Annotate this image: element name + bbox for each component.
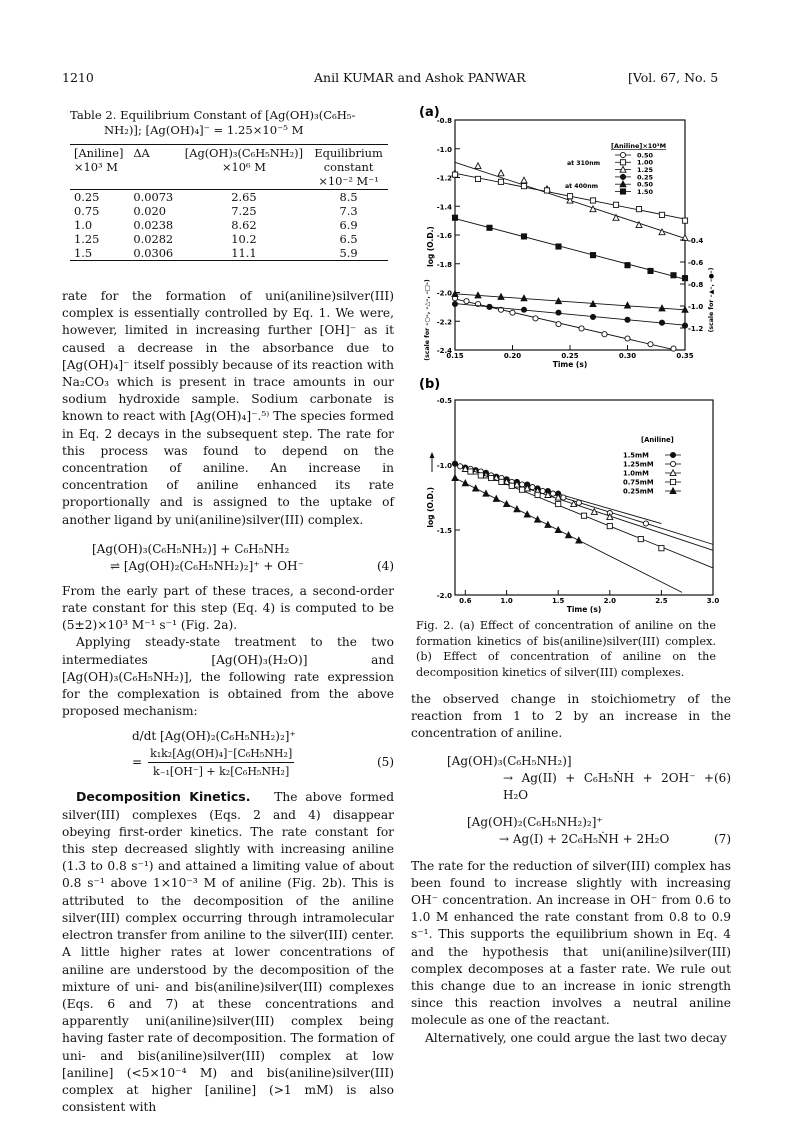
- data-point: [602, 332, 607, 337]
- figure-2: [415, 100, 735, 620]
- legend-entry: 1.25: [637, 166, 654, 174]
- table2-header-complex: [Ag(OH)₃(C₆H₅NH₂)] ×10⁶ M: [184, 146, 304, 174]
- data-point: [625, 336, 630, 341]
- y-tick-label: -2.0: [436, 592, 452, 600]
- section-title: Decomposition Kinetics.: [76, 789, 251, 805]
- data-point: [535, 492, 540, 497]
- data-point: [561, 495, 566, 500]
- y-right-tick-label: -1.0: [688, 303, 704, 311]
- data-point: [579, 326, 584, 331]
- x-axis-label: Time (s): [566, 605, 602, 614]
- data-point: [590, 198, 595, 203]
- x-tick-label: 3.0: [706, 597, 720, 605]
- data-point: [473, 485, 479, 491]
- data-point: [504, 501, 510, 507]
- legend-entry: 0.50: [637, 151, 654, 160]
- data-point: [498, 179, 503, 184]
- panel-b-label: (b): [419, 377, 441, 392]
- data-point: [682, 218, 687, 223]
- table-row: 1.0 0.0238 8.62 6.9: [74, 218, 358, 232]
- y-right-tick-label: -0.4: [688, 237, 704, 245]
- equation-number: (4): [377, 558, 394, 573]
- data-point: [581, 513, 586, 518]
- paragraph: the observed change in stoichiometry of the reaction from 1 to 2 by an increase in the concentration of aniline.: [411, 692, 731, 741]
- data-point: [638, 537, 643, 542]
- data-point: [556, 322, 561, 327]
- y-tick-label: -1.0: [436, 145, 452, 154]
- chart-panel-a: [424, 117, 715, 369]
- x-tick-label: 0.30: [618, 352, 637, 360]
- data-point: [452, 172, 457, 177]
- legend-entry: 1.50: [637, 187, 654, 196]
- data-point: [487, 225, 492, 230]
- table2-header-delta-a: ΔA: [133, 146, 150, 160]
- data-point: [530, 485, 535, 490]
- data-point: [659, 320, 664, 325]
- equation-number: (5): [377, 755, 394, 770]
- legend-title: [Aniline]×10³M: [611, 142, 667, 150]
- running-volume: [Vol. 67, No. 5: [628, 70, 719, 85]
- legend-entry: 0.25: [637, 173, 654, 182]
- data-point: [545, 522, 551, 528]
- legend-entry: 0.75mM: [623, 478, 654, 487]
- y-left-secondary-label: (scale for –○–, –△–, –□–): [424, 279, 431, 361]
- paragraph: Applying steady-state treatment to the two intermediates [Ag(OH)₃(H₂O)] and [Ag(OH)₃(C₆H₅NH₂)], the following rate expression for the complexation is obtained from the above proposed mechanism:: [62, 635, 394, 719]
- data-point: [509, 483, 514, 488]
- data-point: [556, 244, 561, 249]
- eq5-numerator: k₁k₂[Ag(OH)₄]⁻[C₆H₅NH₂]: [148, 745, 294, 763]
- data-point: [533, 316, 538, 321]
- data-point: [475, 176, 480, 181]
- equation-number: (6): [714, 770, 731, 785]
- table2: [70, 144, 388, 261]
- data-point: [607, 524, 612, 529]
- data-point: [544, 188, 549, 193]
- table2-header-aniline: [Aniline] ×10³ M: [74, 146, 124, 174]
- legend-title: [Aniline]: [641, 436, 674, 444]
- data-point: [519, 487, 524, 492]
- data-point: [462, 480, 468, 486]
- table2-caption: [70, 108, 390, 138]
- data-point: [613, 202, 618, 207]
- data-point: [671, 273, 676, 278]
- data-point: [452, 215, 457, 220]
- equation-5: d/dt [Ag(OH)₂(C₆H₅NH₂)₂]⁺ = $\frac{\text{k₁k₂[Ag(OH)₄]⁻[C₆H₅NH₂]}}{\text{k₋₁[OH⁻] + k₂[C₆H₅NH₂]}}$ (5): [132, 729, 394, 779]
- x-tick-label: 0.35: [676, 352, 694, 360]
- data-point: [535, 516, 541, 522]
- series-line: [470, 470, 713, 568]
- data-point: [550, 491, 555, 496]
- running-authors: Anil KUMAR and Ashok PANWAR: [314, 70, 526, 85]
- x-tick-label: 2.5: [655, 597, 668, 605]
- data-point: [576, 500, 581, 505]
- table2-caption-line1: Table 2. Equilibrium Constant of [Ag(OH)₃(C₆H₅-: [70, 108, 356, 122]
- y-right-tick-label: -1.2: [688, 325, 704, 333]
- data-point: [576, 537, 582, 543]
- data-point: [514, 506, 520, 512]
- legend-marker: [670, 452, 675, 457]
- paragraph: The rate for the reduction of silver(III) complex has been found to increase slightly with increasing OH⁻ concentration. An increase in OH⁻ from 0.6 to 1.0 M enhanced the rate constant from 0.8 to 0.9 s⁻¹. This supports the equilibrium shown in Eq. 4 and the hypothesis that uni(aniline)silver(III) complex decomposes at a faster rate. We rule out this change due to an increase in ionic strength since this reaction involves a neutral aniline molecule as one of the reactant.: [411, 858, 731, 1028]
- data-point: [590, 314, 595, 319]
- data-point: [468, 469, 473, 474]
- data-point: [648, 342, 653, 347]
- left-column: [62, 288, 394, 1116]
- legend-marker: [670, 461, 675, 466]
- data-point: [521, 307, 526, 312]
- legend-marker: [620, 152, 625, 157]
- data-point: [555, 527, 561, 533]
- x-tick-label: 2.0: [603, 597, 617, 605]
- series-line: [460, 465, 713, 544]
- data-point: [521, 177, 527, 183]
- legend-marker: [620, 189, 625, 194]
- data-point: [556, 501, 561, 506]
- x-axis-label: Time (s): [552, 360, 588, 369]
- data-point: [499, 479, 504, 484]
- legend-entry: 0.25mM: [623, 487, 654, 496]
- data-point: [590, 253, 595, 258]
- y-tick-label: -2.2: [436, 318, 452, 327]
- y-tick-label: -1.8: [436, 260, 452, 269]
- paragraph: rate for the formation of uni(aniline)silver(III) complex is essentially controlled by Eq. 1. We were, however, limited in increasing further [OH]⁻ as it caused a decrease in the absorbance due to [Ag(OH)₄]⁻ itself possibly because of its reaction with Na₂CO₃ which is present in trace amounts in our sodium hydroxide sample. Sodium carbonate is known to react with [Ag(OH)₄]⁻.⁵⁾ The species formed in Eq. 2 decays in the subsequent step. The rate for this process was found to depend on the concentration of aniline. An increase in concentration of aniline enhanced its rate proportionally and is assigned to the uptake of another ligand by uni(aniline)silver(III) complex.: [62, 289, 394, 527]
- axis-arrowhead: [430, 452, 435, 458]
- data-point: [636, 207, 641, 212]
- data-point: [452, 301, 457, 306]
- data-point: [659, 546, 664, 551]
- table2-caption-line2: NH₂)]; [Ag(OH)₄]⁻ = 1.25×10⁻⁵ M: [104, 123, 304, 137]
- data-point: [521, 184, 526, 189]
- data-point: [510, 310, 515, 315]
- data-point: [556, 310, 561, 315]
- data-point: [521, 234, 526, 239]
- data-point: [671, 346, 676, 351]
- data-point: [659, 212, 664, 217]
- y-tick-label: -2.0: [436, 289, 452, 298]
- y-tick-label: -0.5: [436, 397, 452, 405]
- data-point: [524, 511, 530, 517]
- data-point: [489, 475, 494, 480]
- equation-number: (7): [714, 831, 731, 846]
- legend-entry: 1.5mM: [623, 451, 649, 460]
- paragraph: Alternatively, one could argue the last two decay: [425, 1030, 727, 1045]
- data-point: [566, 532, 572, 538]
- y-right-tick-label: -0.6: [688, 259, 704, 267]
- data-point: [498, 170, 504, 176]
- y-tick-label: -1.5: [436, 527, 452, 535]
- data-point: [483, 490, 489, 496]
- x-tick-label: 0.15: [446, 352, 464, 360]
- equation-4: [Ag(OH)₃(C₆H₅NH₂)] + C₆H₅NH₂ ⇌ [Ag(OH)₂(C₆H₅NH₂)₂]⁺ + OH⁻ (4): [92, 541, 394, 573]
- right-column: [411, 691, 731, 1047]
- y-right-tick-label: -0.8: [688, 281, 704, 289]
- panel-a-label: (a): [419, 105, 440, 120]
- table-row: 1.25 0.0282 10.2 6.5: [74, 232, 358, 246]
- data-point: [648, 268, 653, 273]
- table-row: 0.25 0.0073 2.65 8.5: [74, 190, 358, 204]
- page-number: 1210: [62, 70, 94, 85]
- data-point: [487, 304, 492, 309]
- legend-marker: [620, 174, 625, 179]
- data-point: [521, 295, 527, 301]
- x-tick-label: 0.20: [503, 352, 522, 360]
- data-point: [567, 194, 572, 199]
- equation-6: [Ag(OH)₃(C₆H₅NH₂)] → Ag(II) + C₆H₅ṄH + 2OH⁻ + H₂O (6): [447, 753, 731, 802]
- y-axis-label: log (O.D.): [426, 226, 435, 267]
- x-tick-label: 1.0: [500, 597, 513, 605]
- data-point: [493, 496, 499, 502]
- data-point: [478, 473, 483, 478]
- legend-entry: 1.0mM: [623, 469, 649, 478]
- legend-entry: 1.25mM: [623, 460, 654, 469]
- table-row: 1.5 0.0306 11.1 5.9: [70, 246, 388, 261]
- figure-caption: Fig. 2. (a) Effect of concentration of aniline on the formation kinetics of bis(aniline)silver(III) complex. (b) Effect of concentration of aniline on the decomposition kinetics of silver(III) complexes.: [416, 619, 716, 679]
- data-point: [643, 521, 648, 526]
- y-tick-label: -0.8: [436, 117, 452, 125]
- data-point: [452, 475, 458, 481]
- table-row: 0.75 0.020 7.25 7.3: [74, 204, 358, 218]
- data-point: [682, 323, 687, 328]
- legend-marker: [670, 479, 675, 484]
- legend-marker: [620, 160, 625, 165]
- y-right-axis-label: (scale for –▲–, –●–): [708, 267, 715, 333]
- eq5-denominator: k₋₁[OH⁻] + k₂[C₆H₅NH₂]: [153, 765, 290, 779]
- legend-group-310: at 310nm: [567, 160, 601, 167]
- y-tick-label: -1.2: [436, 174, 452, 183]
- y-tick-label: -1.6: [436, 232, 452, 240]
- data-point: [625, 263, 630, 268]
- table2-header-equilibrium: Equilibrium constant ×10⁻² M⁻¹: [314, 146, 383, 188]
- data-point: [475, 163, 481, 169]
- data-point: [682, 276, 687, 281]
- data-point: [458, 464, 463, 469]
- legend-entry: 0.50: [637, 180, 654, 189]
- x-tick-label: 0.6: [459, 597, 472, 605]
- paragraph: From the early part of these traces, a second-order rate constant for this step (Eq. 4) is computed to be (5±2)×10³ M⁻¹ s⁻¹ (Fig. 2a).: [62, 583, 394, 633]
- data-point: [625, 317, 630, 322]
- data-point: [613, 215, 619, 221]
- data-point: [625, 302, 631, 308]
- y-tick-label: -1.4: [436, 203, 452, 212]
- legend-group-400: at 400nm: [565, 183, 599, 190]
- x-tick-label: 1.5: [551, 597, 565, 605]
- x-tick-label: 0.25: [561, 352, 579, 360]
- chart-panel-b: [426, 397, 719, 614]
- data-point: [464, 299, 469, 304]
- y-tick-label: -2.4: [436, 347, 452, 355]
- data-point: [452, 461, 457, 466]
- y-axis-label: log (O.D.): [426, 486, 435, 528]
- legend-entry: 1.00: [637, 158, 654, 167]
- equation-7: [Ag(OH)₂(C₆H₅NH₂)₂]⁺ → Ag(I) + 2C₆H₅ṄH + 2H₂O (7): [467, 814, 731, 846]
- paragraph: Decomposition Kinetics. The above formed silver(III) complexes (Eqs. 2 and 4) disappear obeying first-order kinetics. The rate constant for this step decreased slightly with increasing aniline (1.3 to 0.8 s⁻¹) and attained a limiting value of about 0.8 s⁻¹ above 1×10⁻³ M of aniline (Fig. 2b). This is attributed to the decomposition of the aniline silver(III) complex occurring through intramolecular electron transfer from aniline to the silver(III) center. A little higher rates at lower concentrations of aniline are understood by the decomposition of the mixture of uni- and bis(aniline)silver(III) complexes (Eqs. 6 and 7) at these concentrations and apparently uni(aniline)silver(III) complex being having faster rate of decomposition. The formation of uni- and bis(aniline)silver(III) complex at low [aniline] (<5×10⁻⁴ M) and bis(aniline)silver(III) complex at higher [aniline] (>1 mM) is also consistent with: [62, 789, 394, 1115]
- y-tick-label: -1.0: [436, 462, 452, 470]
